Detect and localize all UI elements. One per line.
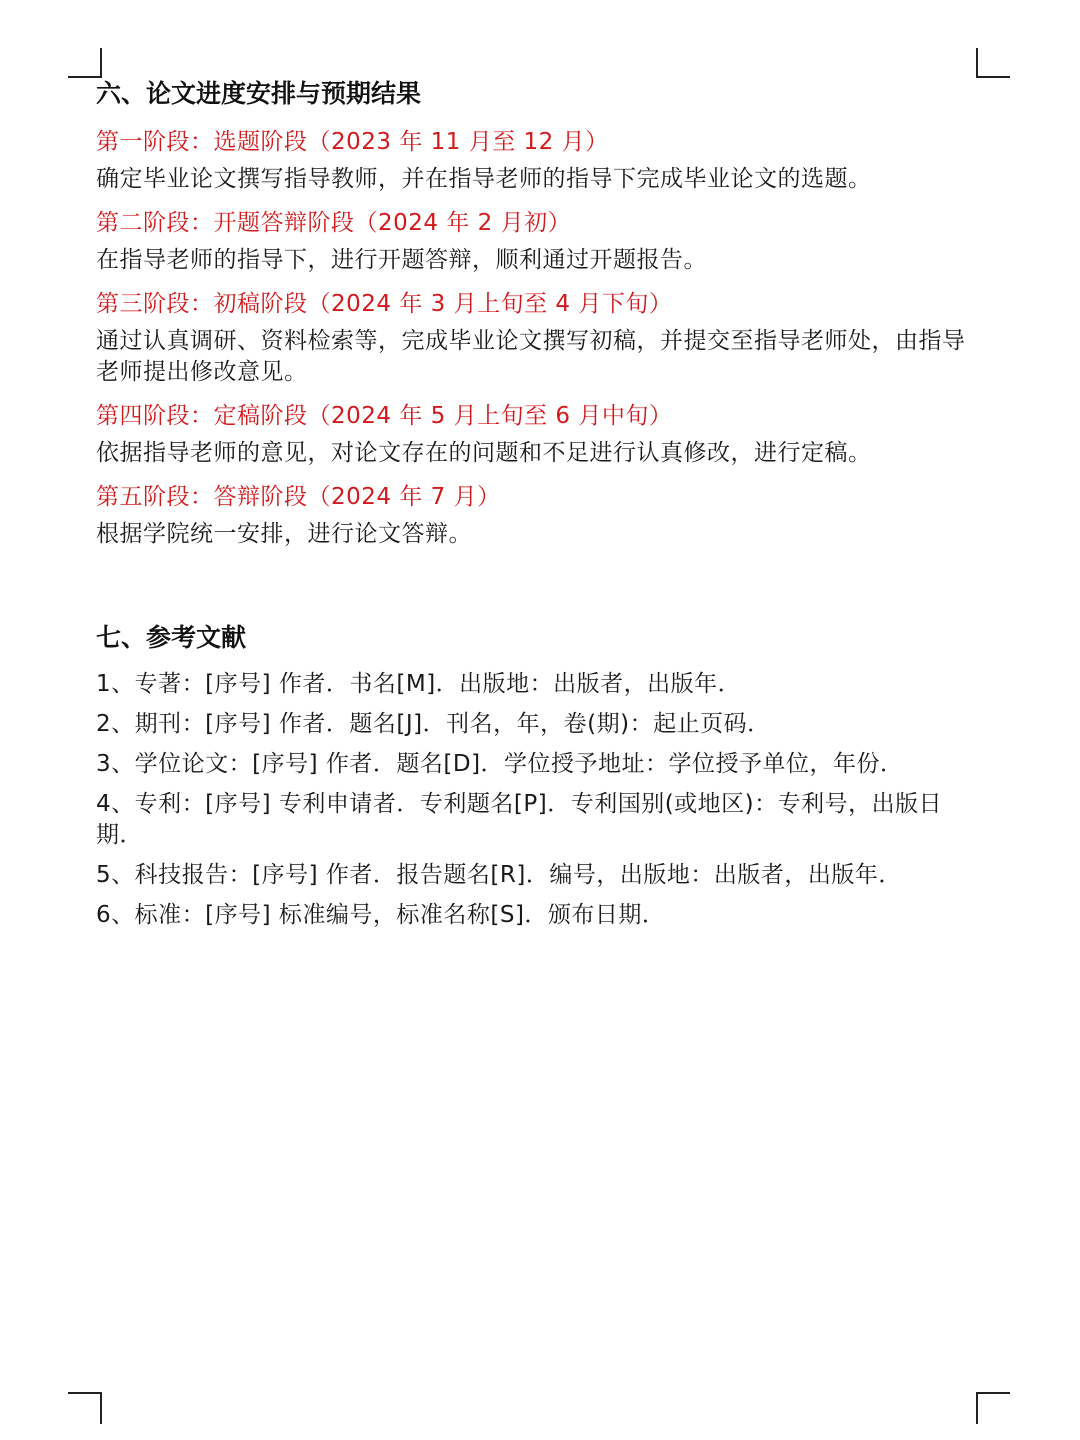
- reference-format-item: 6、标准：[序号] 标准编号，标准名称[S]．颁布日期．: [96, 902, 666, 928]
- stage-heading: 第三阶段：初稿阶段（2024 年 3 月上旬至 4 月下旬）: [96, 291, 673, 317]
- stage-heading: 第四阶段：定稿阶段（2024 年 5 月上旬至 6 月中旬）: [96, 403, 673, 429]
- stage-description: 在指导老师的指导下，进行开题答辩，顺利通过开题报告。: [96, 247, 707, 273]
- reference-format-item: 3、学位论文：[序号] 作者．题名[D]．学位授予地址：学位授予单位，年份．: [96, 751, 904, 777]
- section-spacer: [96, 558, 986, 616]
- document-content: [96, 72, 986, 938]
- stage-4: [96, 396, 986, 469]
- reference-format-item: 5、科技报告：[序号] 作者．报告题名[R]．编号，出版地：出版者，出版年．: [96, 862, 902, 888]
- stage-5: [96, 477, 986, 550]
- crop-mark-bottom-left: [68, 1392, 102, 1424]
- stage-description: 根据学院统一安排，进行论文答辩。: [96, 521, 472, 547]
- reference-format-item: 4、专利：[序号] 专利申请者．专利题名[P]．专利国别(或地区)：专利号，出版日期．: [96, 791, 943, 848]
- stage-3: [96, 284, 986, 388]
- stage-description: 依据指导老师的意见，对论文存在的问题和不足进行认真修改，进行定稿。: [96, 440, 872, 466]
- reference-format-item: 1、专著：[序号] 作者．书名[M]．出版地：出版者，出版年．: [96, 671, 742, 697]
- stage-heading: 第二阶段：开题答辩阶段（2024 年 2 月初）: [96, 210, 572, 236]
- stage-heading: 第一阶段：选题阶段（2023 年 11 月至 12 月）: [96, 129, 609, 155]
- stage-2: [96, 203, 986, 276]
- stage-description: 确定毕业论文撰写指导教师，并在指导老师的指导下完成毕业论文的选题。: [96, 166, 872, 192]
- crop-mark-bottom-right: [976, 1392, 1010, 1424]
- stage-1: [96, 122, 986, 195]
- section-7-title: 七、参考文献: [96, 623, 247, 652]
- section-6-title: 六、论文进度安排与预期结果: [96, 79, 422, 108]
- stage-description: 通过认真调研、资料检索等，完成毕业论文撰写初稿，并提交至指导老师处，由指导老师提出修改意见。: [96, 328, 966, 385]
- stage-heading: 第五阶段：答辩阶段（2024 年 7 月）: [96, 484, 501, 510]
- reference-format-item: 2、期刊：[序号] 作者．题名[J]．刊名，年，卷(期)：起止页码．: [96, 711, 771, 737]
